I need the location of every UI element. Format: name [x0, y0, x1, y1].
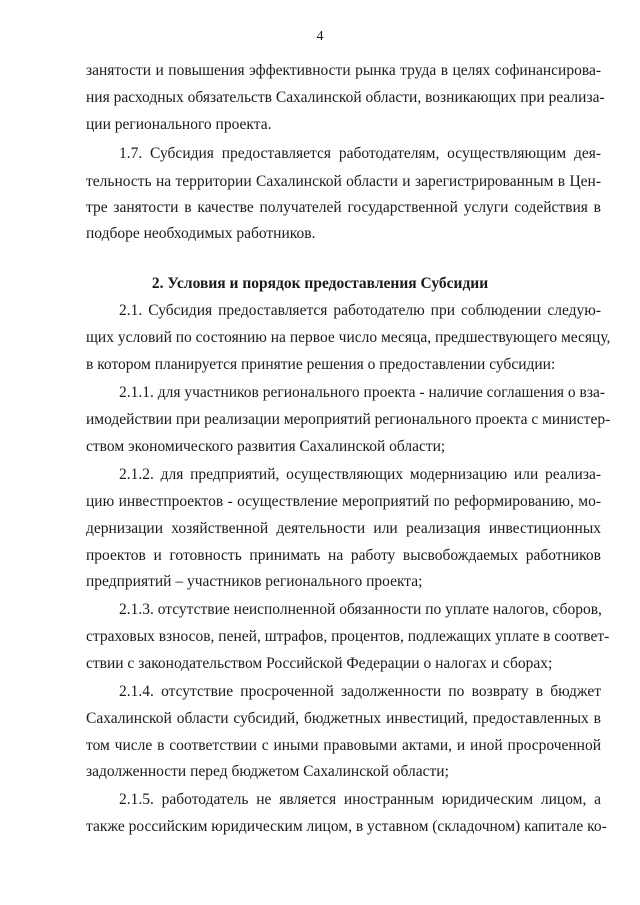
- text-line: 2.1.1. для участников регионального проекта - наличие соглашения о вза-: [119, 384, 605, 401]
- text-line: ния расходных обязательств Сахалинской области, возникающих при реализа-: [86, 89, 605, 106]
- text-line: задолженности перед бюджетом Сахалинской области;: [86, 763, 449, 780]
- text-line: цию инвестпроектов - осуществление мероприятий по реформированию, мо-: [86, 493, 601, 510]
- text-line: тельность на территории Сахалинской области и зарегистрированным в Цен-: [86, 173, 601, 190]
- text-line: ствии с законодательством Российской Федерации о налогах и сборах;: [86, 655, 553, 672]
- text-line: том числе в соответствии с иными правовыми актами, и иной просроченной: [86, 737, 601, 754]
- text-line: имодействии при реализации мероприятий регионального проекта с министер-: [86, 411, 611, 428]
- text-line: подборе необходимых работников.: [86, 225, 316, 242]
- text-line: 2.1. Субсидия предоставляется работодателю при соблюдении следую-: [119, 302, 601, 319]
- text-line: страховых взносов, пеней, штрафов, процентов, подлежащих уплате в соответ-: [86, 628, 610, 645]
- text-line: дернизации хозяйственной деятельности или реализация инвестиционных: [86, 520, 601, 537]
- section-heading: 2. Условия и порядок предоставления Субсидии: [151, 275, 489, 292]
- text-line: в котором планируется принятие решения о предоставлении субсидии:: [86, 356, 556, 373]
- text-line: проектов и готовность принимать на работу высвобождаемых работников: [86, 547, 601, 564]
- text-line: 2.1.5. работодатель не является иностранным юридическим лицом, а: [119, 791, 601, 808]
- text-line: также российским юридическим лицом, в уставном (складочном) капитале ко-: [86, 818, 607, 835]
- text-line: 1.7. Субсидия предоставляется работодателям, осуществляющим дея-: [119, 145, 601, 162]
- text-line: 2.1.4. отсутствие просроченной задолженности по возврату в бюджет: [119, 683, 601, 700]
- text-line: ством экономического развития Сахалинской области;: [86, 438, 446, 455]
- text-line: предприятий – участников регионального проекта;: [86, 573, 423, 590]
- text-line: 2.1.2. для предприятий, осуществляющих модернизацию или реализа-: [119, 466, 601, 483]
- text-line: тре занятости в качестве получателей государственной услуги содействия в: [86, 199, 601, 216]
- page-number: 4: [316, 29, 324, 44]
- text-line: ции регионального проекта.: [86, 116, 272, 133]
- text-line: занятости и повышения эффективности рынка труда в целях софинансирова-: [86, 62, 601, 79]
- text-line: щих условий по состоянию на первое число месяца, предшествующего месяцу,: [86, 329, 611, 346]
- text-line: Сахалинской области субсидий, бюджетных инвестиций, предоставленных в: [86, 710, 601, 727]
- text-line: 2.1.3. отсутствие неисполненной обязанности по уплате налогов, сборов,: [119, 601, 602, 618]
